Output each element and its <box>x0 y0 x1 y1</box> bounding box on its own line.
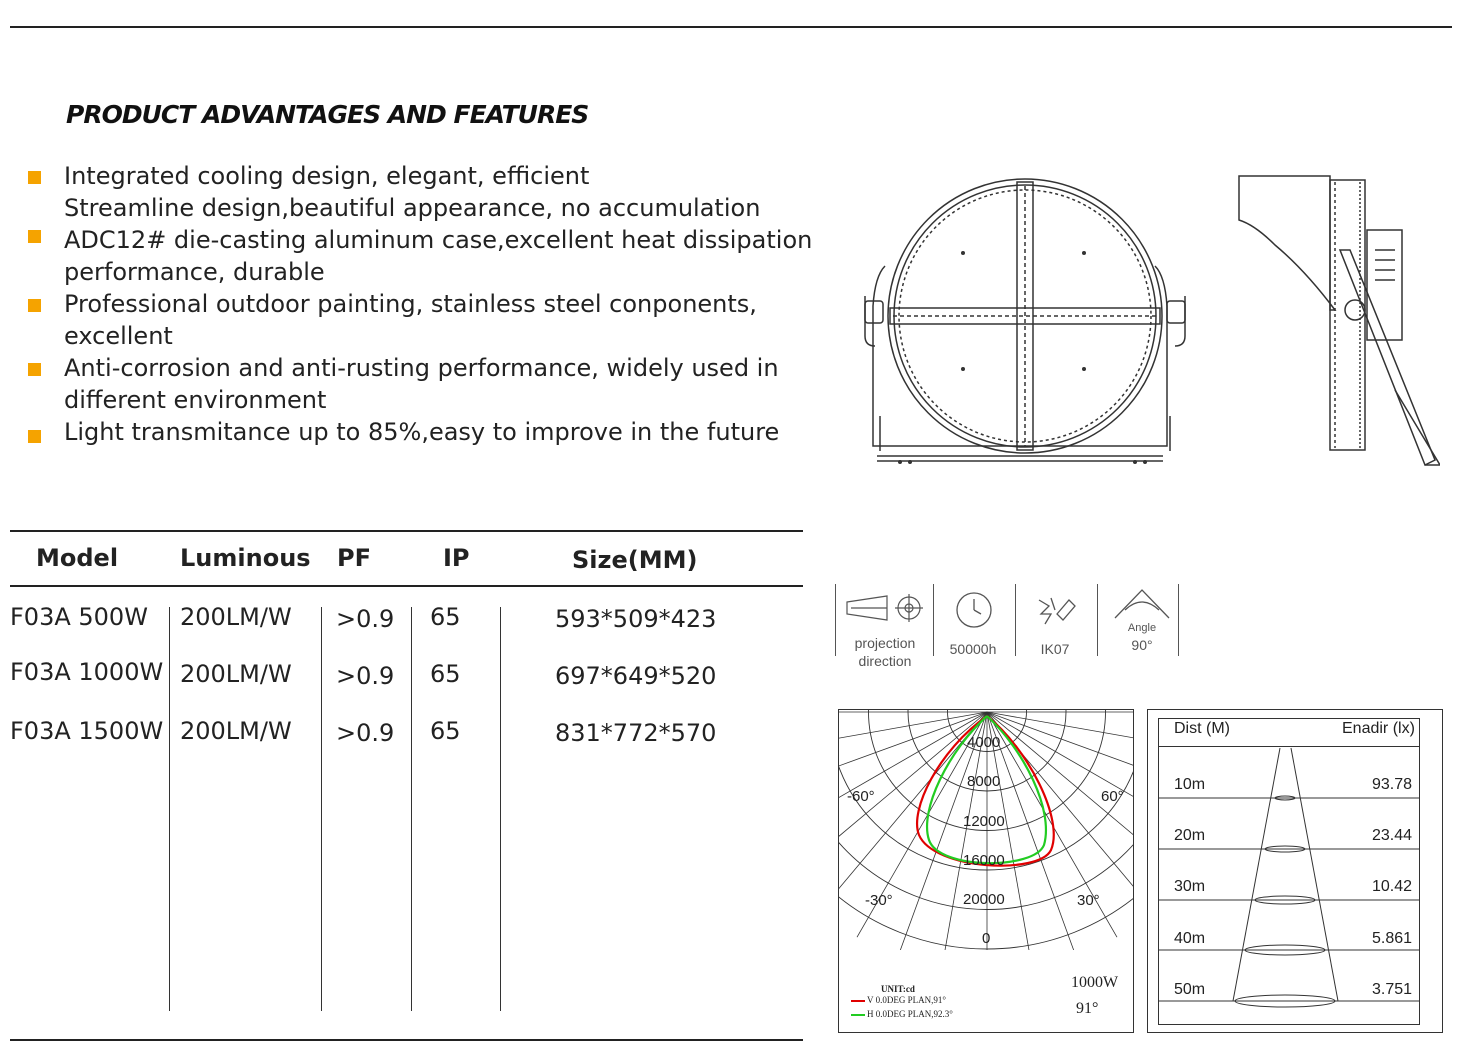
col-header-luminous: Luminous <box>180 544 311 572</box>
lux-value: 10.42 <box>1372 878 1413 895</box>
ring-label: 4000 <box>967 734 1001 751</box>
table-cell: F03A 500W <box>10 603 148 631</box>
col-header-ip: IP <box>443 544 470 572</box>
lifetime-label: 50000h <box>949 641 997 657</box>
feature-line: excellent <box>64 322 173 350</box>
zero-label: 0 <box>982 930 991 947</box>
col-divider <box>411 607 412 1011</box>
table-cell: >0.9 <box>336 662 395 690</box>
table-cell: 65 <box>430 603 461 631</box>
table-bottom-rule <box>10 1039 803 1041</box>
dist-header: Dist (M) <box>1174 720 1230 737</box>
section-heading: PRODUCT ADVANTAGES AND FEATURES <box>66 100 589 129</box>
top-rule <box>10 26 1452 28</box>
ring-label: 20000 <box>963 891 1005 908</box>
impact-icon <box>1035 590 1077 630</box>
table-cell: 200LM/W <box>180 660 292 688</box>
polar-spoke <box>987 712 1134 842</box>
table-cell: 593*509*423 <box>555 605 717 633</box>
projection-label-line: direction <box>858 653 912 669</box>
angle-label: 30° <box>1077 892 1100 909</box>
unit-label: UNIT:cd <box>881 984 915 994</box>
illuminance-diagram <box>1147 709 1443 1033</box>
front-view-drawing <box>855 176 1195 471</box>
feature-line: different environment <box>64 386 327 414</box>
feature-line: Light transmitance up to 85%,easy to improve in the future <box>64 418 780 446</box>
col-header-size: Size(MM) <box>572 546 698 574</box>
feature-line: Streamline design,beautiful appearance, no accumulation <box>64 194 761 222</box>
feature-line: performance, durable <box>64 258 325 286</box>
power-label: 1000W <box>1071 974 1119 991</box>
table-cell: 65 <box>430 717 461 745</box>
feature-list <box>28 160 828 460</box>
angle-value: 90° <box>1131 637 1153 653</box>
polar-diagram <box>838 709 1134 1033</box>
ring-label: 12000 <box>963 813 1005 830</box>
col-divider <box>500 607 501 1011</box>
ring-label: 16000 <box>963 852 1005 869</box>
table-cell: >0.9 <box>336 719 395 747</box>
bullet-icon <box>28 171 41 184</box>
dist-value: 20m <box>1174 827 1206 844</box>
angle-icon <box>1111 586 1173 622</box>
legend-label: V 0.0DEG PLAN,91° <box>867 995 946 1005</box>
table-cell: 200LM/W <box>180 717 292 745</box>
feature-line: Integrated cooling design, elegant, efficient <box>64 162 590 190</box>
projection-label <box>835 634 935 670</box>
table-cell: F03A 1500W <box>10 717 164 745</box>
lux-header: Enadir (lx) <box>1342 720 1415 737</box>
angle-label: -60° <box>847 788 875 805</box>
table-cell: 831*772*570 <box>555 719 717 747</box>
table-cell: 697*649*520 <box>555 662 717 690</box>
impact-label: IK07 <box>1040 641 1070 657</box>
projection-label-line: projection <box>854 635 916 651</box>
legend-swatch <box>851 1014 865 1016</box>
dist-value: 50m <box>1174 981 1206 998</box>
dist-value: 10m <box>1174 776 1206 793</box>
table-cell: F03A 1000W <box>10 658 164 686</box>
legend-swatch <box>851 1000 865 1002</box>
ring-label: 8000 <box>967 773 1001 790</box>
beam-label: 91° <box>1076 1000 1099 1017</box>
lux-value: 23.44 <box>1372 827 1413 844</box>
col-divider <box>169 607 170 1011</box>
polar-spoke <box>839 712 987 911</box>
bullet-icon <box>28 299 41 312</box>
feature-line: Anti-corrosion and anti-rusting performance, widely used in <box>64 354 779 382</box>
angle-label: Angle <box>1127 622 1157 634</box>
col-header-pf: PF <box>337 544 371 572</box>
table-cell: 65 <box>430 660 461 688</box>
lux-value: 93.78 <box>1372 776 1413 793</box>
dist-value: 30m <box>1174 878 1206 895</box>
bullet-icon <box>28 363 41 376</box>
bullet-icon <box>28 430 41 443</box>
col-header-model: Model <box>36 544 119 572</box>
lux-value: 3.751 <box>1372 981 1413 998</box>
feature-line: Professional outdoor painting, stainless steel conponents, <box>64 290 757 318</box>
table-top-rule <box>10 530 803 532</box>
table-cell: 200LM/W <box>180 603 292 631</box>
clock-icon <box>954 590 994 630</box>
table-header-rule <box>10 585 803 587</box>
lux-value: 5.861 <box>1372 930 1413 947</box>
legend-label: H 0.0DEG PLAN,92.3° <box>867 1009 953 1019</box>
feature-line: ADC12# die-casting aluminum case,excellent heat dissipation <box>64 226 813 254</box>
angle-label: 60° <box>1101 788 1124 805</box>
dist-value: 40m <box>1174 930 1206 947</box>
spec-icons <box>835 584 1180 669</box>
angle-label: -30° <box>865 892 893 909</box>
side-view-drawing <box>1235 170 1440 470</box>
projection-icon <box>843 590 928 630</box>
col-divider <box>321 607 322 1011</box>
table-cell: >0.9 <box>336 605 395 633</box>
bullet-icon <box>28 230 41 243</box>
